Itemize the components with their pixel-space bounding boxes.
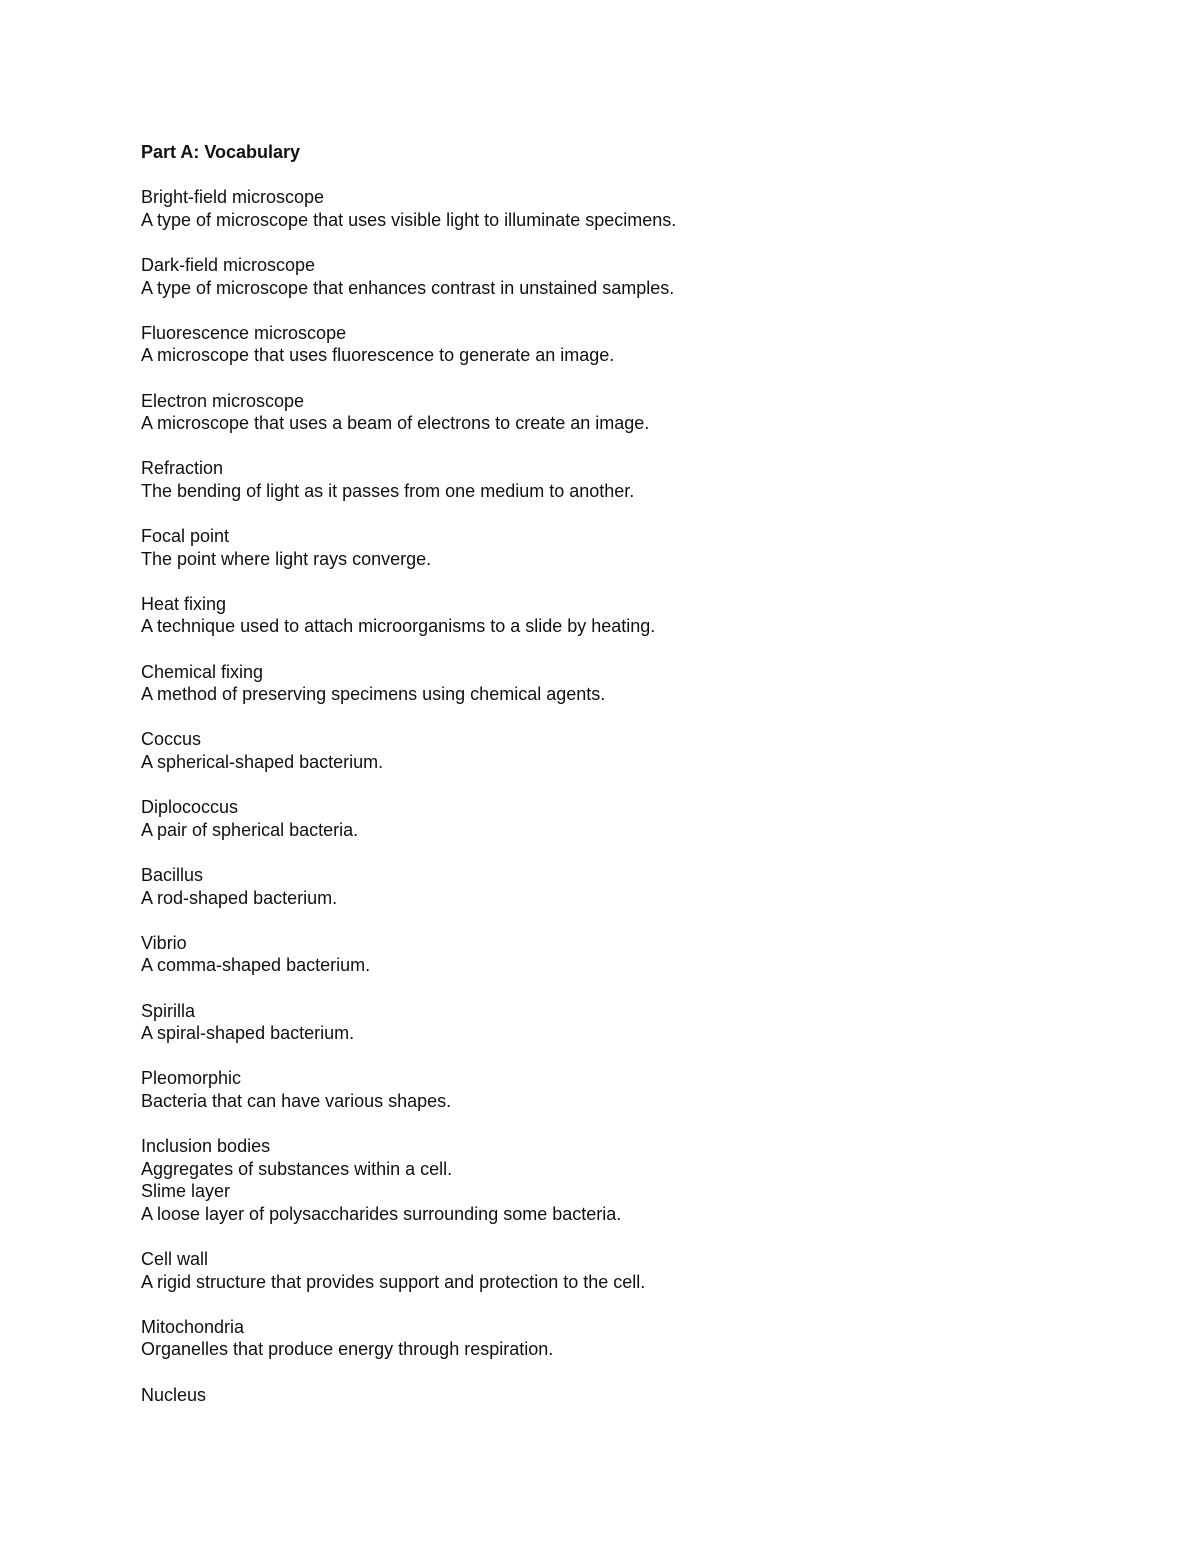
vocab-entry [141,864,1101,909]
vocab-entry [141,593,1101,638]
vocab-term: Inclusion bodies [141,1136,271,1157]
vocab-definition: A spherical-shaped bacterium. [141,752,384,773]
vocab-entry [141,525,1101,570]
vocab-definition: Aggregates of substances within a cell. [141,1158,453,1179]
vocab-entry [141,390,1101,435]
vocab-definition: A type of microscope that enhances contrast in unstained samples. [141,277,675,298]
vocab-definition: A method of preserving specimens using chemical agents. [141,684,606,705]
vocab-term: Pleomorphic [141,1068,242,1089]
vocab-definition: The point where light rays converge. [141,548,432,569]
vocab-entry [141,1384,1101,1407]
vocab-entry [141,661,1101,706]
vocab-definition: A rigid structure that provides support and protection to the cell. [141,1271,646,1292]
vocab-entry [141,1000,1101,1045]
spacer [141,164,1101,187]
vocab-definition: The bending of light as it passes from one medium to another. [141,480,635,501]
vocab-definition: A microscope that uses a beam of electrons to create an image. [141,413,650,434]
vocab-entry [141,1316,1101,1361]
vocab-term: Heat fixing [141,593,227,614]
vocab-term: Bright-field microscope [141,187,325,208]
vocab-definition: A comma-shaped bacterium. [141,955,371,976]
vocab-entry [141,1135,1101,1180]
vocab-entry [141,728,1101,773]
vocab-term: Mitochondria [141,1316,245,1337]
vocab-term: Vibrio [141,932,187,953]
vocab-entry [141,186,1101,231]
vocab-term: Slime layer [141,1181,231,1202]
vocab-term: Diplococcus [141,797,239,818]
vocab-term: Fluorescence microscope [141,322,347,343]
vocab-term: Bacillus [141,865,204,885]
vocab-definition: Organelles that produce energy through respiration. [141,1339,554,1360]
vocab-term: Cell wall [141,1249,209,1270]
vocab-entry [141,932,1101,977]
vocab-entry [141,1067,1101,1112]
vocab-definition: A type of microscope that uses visible light to illuminate specimens. [141,209,677,230]
vocab-definition: A microscope that uses fluorescence to generate an image. [141,345,615,366]
vocab-definition: A spiral-shaped bacterium. [141,1023,355,1044]
vocab-entry [141,1180,1101,1225]
vocab-definition: A technique used to attach microorganisms to a slide by heating. [141,616,656,637]
vocab-definition: A rod-shaped bacterium. [141,887,338,908]
vocab-entry [141,254,1101,299]
document-content [141,141,1101,1406]
vocab-term: Focal point [141,526,230,547]
vocab-definition: A pair of spherical bacteria. [141,819,359,840]
vocab-term: Electron microscope [141,390,305,411]
vocab-term: Refraction [141,458,224,479]
vocab-term: Coccus [141,729,202,750]
section-heading: Part A: Vocabulary [141,142,301,162]
vocab-entry [141,322,1101,367]
vocab-definition: A loose layer of polysaccharides surrounding some bacteria. [141,1203,622,1224]
vocab-term: Spirilla [141,1000,196,1021]
vocab-term: Dark-field microscope [141,254,316,275]
vocab-entry [141,457,1101,502]
vocab-definition: Bacteria that can have various shapes. [141,1090,452,1111]
vocab-entry [141,1248,1101,1293]
vocab-term: Chemical fixing [141,661,264,682]
vocab-term: Nucleus [141,1384,207,1405]
vocab-entry [141,796,1101,841]
